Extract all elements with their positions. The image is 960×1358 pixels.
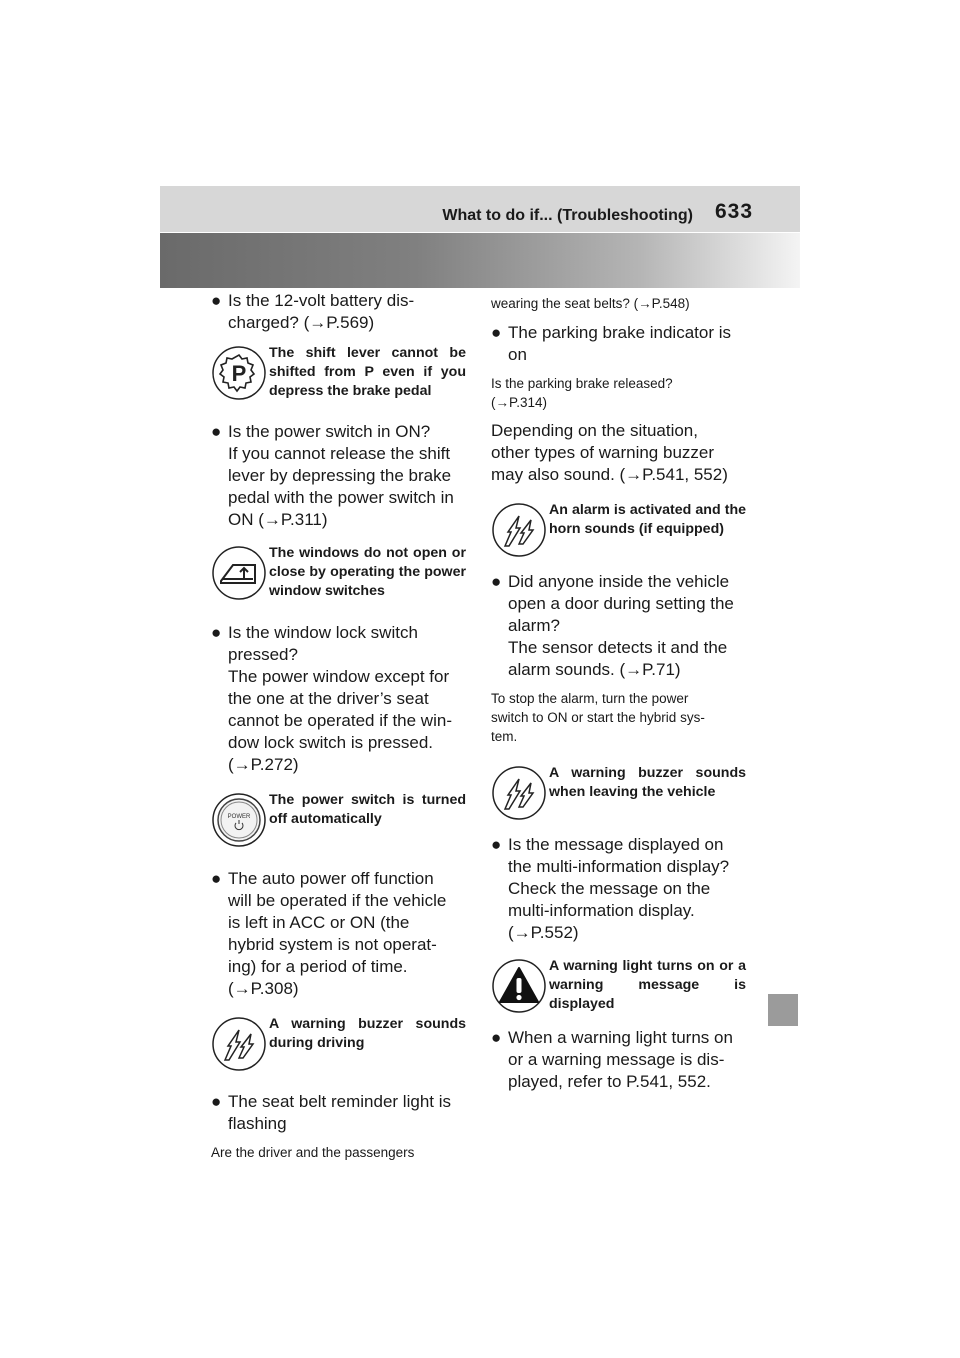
line: pressed? <box>228 645 298 664</box>
topic-shift-lever <box>211 345 476 411</box>
power-button-icon <box>211 792 267 848</box>
bullet-dot: ● <box>491 835 502 854</box>
line: Is the message displayed on <box>508 835 724 854</box>
bullet-auto-off <box>211 868 476 1000</box>
bullet-window-lock <box>211 622 476 776</box>
bullet-message <box>491 834 756 944</box>
line: other types of warning buzzer <box>491 443 715 462</box>
warning-triangle-icon <box>491 958 547 1014</box>
line: Is the power switch in ON? <box>228 422 431 441</box>
line: Did anyone inside the vehicle <box>508 572 730 591</box>
topic-power-off-title: The power switch is turned off automatically <box>269 792 466 827</box>
buzzer-icon <box>491 502 547 558</box>
line: Check the message on the <box>508 879 711 898</box>
line: tem. <box>491 729 518 744</box>
line: The sensor detects it and the <box>508 638 728 657</box>
line: ing) for a period of time. <box>228 957 408 976</box>
bullet-dot: ● <box>211 623 222 642</box>
note-seat-belt: Are the driver and the passengers <box>211 1145 415 1160</box>
line: lever by depressing the brake <box>228 466 452 485</box>
topic-buzzer-driving <box>211 1016 476 1082</box>
line: open a door during setting the <box>508 594 734 613</box>
line: on <box>508 345 527 364</box>
bullet-parking-brake <box>491 322 756 366</box>
topic-warning-light <box>491 958 756 1024</box>
buzzer-icon <box>491 765 547 821</box>
line: When a warning light turns on <box>508 1028 733 1047</box>
line: Is the window lock switch <box>228 623 418 642</box>
topic-buzzer-driving-title: A warning buzzer sounds during driving <box>269 1016 466 1051</box>
line: The auto power off function <box>228 869 434 888</box>
line: cannot be operated if the win- <box>228 711 452 730</box>
left-column <box>211 290 476 1162</box>
line: multi-information display. <box>508 901 695 920</box>
topic-windows <box>211 545 476 611</box>
paragraph-buzzer-types <box>491 420 756 486</box>
buzzer-icon <box>211 1016 267 1072</box>
line: the multi-information display? <box>508 857 730 876</box>
line: the one at the driver’s seat <box>228 689 429 708</box>
right-column <box>491 290 756 1093</box>
gear-p-icon <box>211 345 267 401</box>
bullet-power-switch <box>211 421 476 531</box>
bullet-battery <box>211 290 476 334</box>
line: Depending on the situation, <box>491 421 698 440</box>
line: The seat belt reminder light is <box>228 1092 451 1111</box>
bullet-dot: ● <box>211 291 222 310</box>
line: dow lock switch is pressed. <box>228 733 434 752</box>
topic-alarm <box>491 502 756 568</box>
line: pedal with the power switch in <box>228 488 454 507</box>
topic-windows-title: The windows do not open or close by operating the power window switches <box>269 545 466 599</box>
note-seat-belt-continued: wearing the seat belts? (→P.548) <box>491 296 690 311</box>
bullet-dot: ● <box>491 323 502 342</box>
topic-alarm-title: An alarm is activated and the horn sounds (if equipped) <box>549 502 746 537</box>
bullet-warning-light <box>491 1027 756 1093</box>
topic-buzzer-leaving-title: A warning buzzer sounds when leaving the vehicle <box>549 765 746 800</box>
section-tab <box>768 994 798 1026</box>
note-alarm <box>491 689 756 746</box>
line: Is the 12-volt battery dis- <box>228 291 415 310</box>
line: The parking brake indicator is <box>508 323 732 342</box>
line: (→P.314) <box>491 395 548 410</box>
line: is left in ACC or ON (the <box>228 913 410 932</box>
svg-text:P: P <box>231 361 247 386</box>
line: may also sound. (→P.541, 552) <box>491 465 728 484</box>
topic-shift-lever-title: The shift lever cannot be shifted from P even if you depress the brake pedal <box>269 345 466 399</box>
line: If you cannot release the shift <box>228 444 451 463</box>
bullet-dot: ● <box>491 572 502 591</box>
line: alarm? <box>508 616 560 635</box>
line: (→P.552) <box>508 923 579 942</box>
line: ON (→P.311) <box>228 510 328 529</box>
bullet-dot: ● <box>211 422 222 441</box>
line: flashing <box>228 1114 287 1133</box>
line: will be operated if the vehicle <box>228 891 447 910</box>
line: (→P.308) <box>228 979 299 998</box>
line: charged? (→P.569) <box>228 313 375 332</box>
bullet-dot: ● <box>211 1092 222 1111</box>
line: hybrid system is not operat- <box>228 935 437 954</box>
line: or a warning message is dis- <box>508 1050 725 1069</box>
power-button-label: POWER <box>227 814 251 820</box>
topic-power-off <box>211 792 476 858</box>
topic-warning-light-title: A warning light turns on or a warning message is displayed <box>549 958 746 1012</box>
topic-buzzer-leaving <box>491 765 756 831</box>
line: The power window except for <box>228 667 450 686</box>
line: played, refer to P.541, 552. <box>508 1072 711 1091</box>
bullet-seat-belt <box>211 1091 476 1135</box>
decorative-band <box>160 233 800 288</box>
page-number: 633 <box>715 200 754 223</box>
bullet-dot: ● <box>491 1028 502 1047</box>
line: alarm sounds. (→P.71) <box>508 660 681 679</box>
line: Is the parking brake released? <box>491 376 673 391</box>
page-title: What to do if... (Troubleshooting) <box>442 207 693 224</box>
line: To stop the alarm, turn the power <box>491 691 689 706</box>
power-window-icon <box>211 545 267 601</box>
line: switch to ON or start the hybrid sys- <box>491 710 705 725</box>
line: (→P.272) <box>228 755 299 774</box>
bullet-alarm <box>491 571 756 681</box>
note-parking-brake <box>491 374 756 412</box>
bullet-dot: ● <box>211 869 222 888</box>
